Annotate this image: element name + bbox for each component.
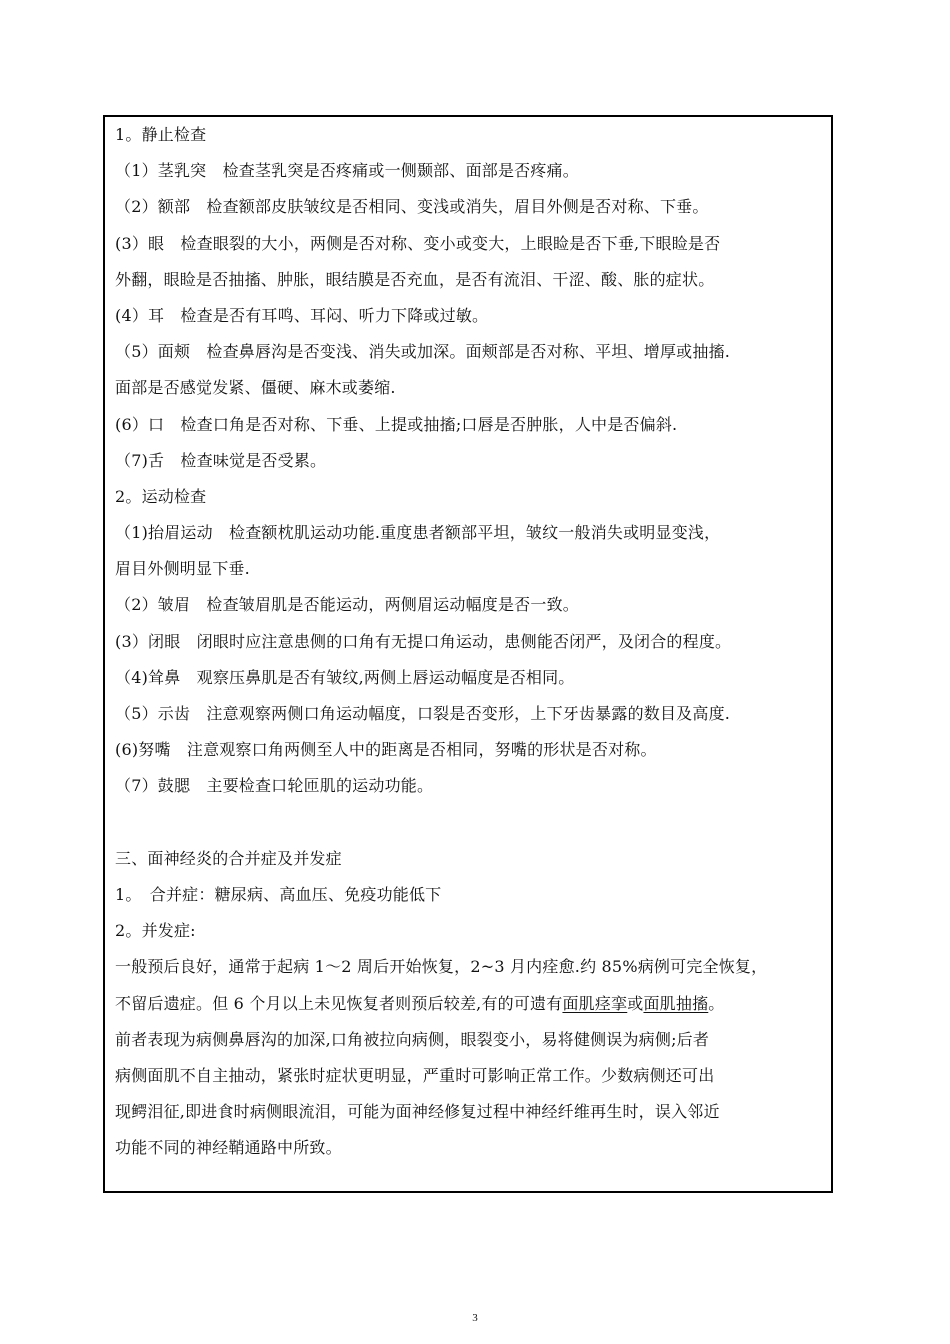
line-8: 面部是否感觉发紧、僵硬、麻木或萎缩. xyxy=(115,378,396,398)
line-6: (4）耳 检查是否有耳鸣、耳闷、听力下降或过敏。 xyxy=(115,305,489,325)
line-10: （7)舌 检查味觉是否受累。 xyxy=(115,450,327,470)
line-15: (3）闭眼 闭眼时应注意患侧的口角有无提口角运动，患侧能否闭严，及闭合的程度。 xyxy=(115,631,732,651)
line-1: 1。静止检查 xyxy=(115,125,207,144)
line-26: 前者表现为病侧鼻唇沟的加深,口角被拉向病侧，眼裂变小，易将健侧误为病侧;后者 xyxy=(115,1029,710,1049)
line-19: （7）鼓腮 主要检查口轮匝肌的运动功能。 xyxy=(115,776,434,796)
content-frame xyxy=(103,115,833,1193)
line-22: 1。 合并症：糖尿病、高血压、免疫功能低下 xyxy=(115,884,442,904)
section-heading: 三、面神经炎的合并症及并发症 xyxy=(115,848,342,868)
line-24: 一般预后良好，通常于起病 1～2 周后开始恢复，2~3 月内痊愈.约 85%病例可完全恢复， xyxy=(115,957,768,977)
line-17: （5）示齿 注意观察两侧口角运动幅度，口裂是否变形，上下牙齿暴露的数目及高度. xyxy=(115,704,731,723)
page-number: 3 xyxy=(472,1312,478,1324)
line-12: （1)抬眉运动 检查额枕肌运动功能.重度患者额部平坦，皱纹一般消失或明显变浅， xyxy=(115,523,721,543)
line-14: （2）皱眉 检查皱眉肌是否能运动，两侧眉运动幅度是否一致。 xyxy=(115,595,579,615)
line-9: (6）口 检查口角是否对称、下垂、上提或抽搐;口唇是否肿胀，人中是否偏斜. xyxy=(115,414,678,434)
line-3: （2）额部 检查额部皮肤皱纹是否相同、变浅或消失，眉目外侧是否对称、下垂。 xyxy=(115,197,709,217)
line-23: 2。并发症: xyxy=(115,921,196,941)
line-18: (6)努嘴 注意观察口角两侧至人中的距离是否相同，努嘴的形状是否对称。 xyxy=(115,740,657,760)
line-25-text: 不留后遗症。但 6 个月以上未见恢复者则预后较差,有的可遗有 xyxy=(115,993,563,1013)
term-facial-spasm: 面肌痉挛 xyxy=(562,993,628,1013)
line-13: 眉目外侧明显下垂. xyxy=(115,559,250,579)
line-4: (3）眼 检查眼裂的大小，两侧是否对称、变小或变大，上眼睑是否下垂,下眼睑是否 xyxy=(115,233,721,253)
line-5: 外翻，眼睑是否抽搐、肿胀，眼结膜是否充血，是否有流泪、干涩、酸、胀的症状。 xyxy=(115,269,715,289)
line-29: 功能不同的神经鞘通路中所致。 xyxy=(115,1138,342,1158)
term-facial-twitch: 面肌抽搐 xyxy=(643,993,709,1013)
line-16: （4)耸鼻 观察压鼻肌是否有皱纹,两侧上唇运动幅度是否相同。 xyxy=(115,667,575,687)
conj-or: 或 xyxy=(627,993,644,1013)
line-7: （5）面颊 检查鼻唇沟是否变浅、消失或加深。面颊部是否对称、平坦、增厚或抽搐. xyxy=(115,342,731,362)
line-28: 现鳄泪征,即进食时病侧眼流泪，可能为面神经修复过程中神经纤维再生时，误入邻近 xyxy=(115,1102,720,1122)
line-2: （1）茎乳突 检查茎乳突是否疼痛或一侧颞部、面部是否疼痛。 xyxy=(115,161,579,181)
line-25 xyxy=(115,986,829,1022)
line-25-end: 。 xyxy=(708,993,725,1013)
line-27: 病侧面肌不自主抽动，紧张时症状更明显，严重时可影响正常工作。少数病侧还可出 xyxy=(115,1065,715,1085)
text-body xyxy=(115,117,829,1166)
line-11: 2。运动检查 xyxy=(115,486,207,506)
blank-line xyxy=(115,805,829,841)
